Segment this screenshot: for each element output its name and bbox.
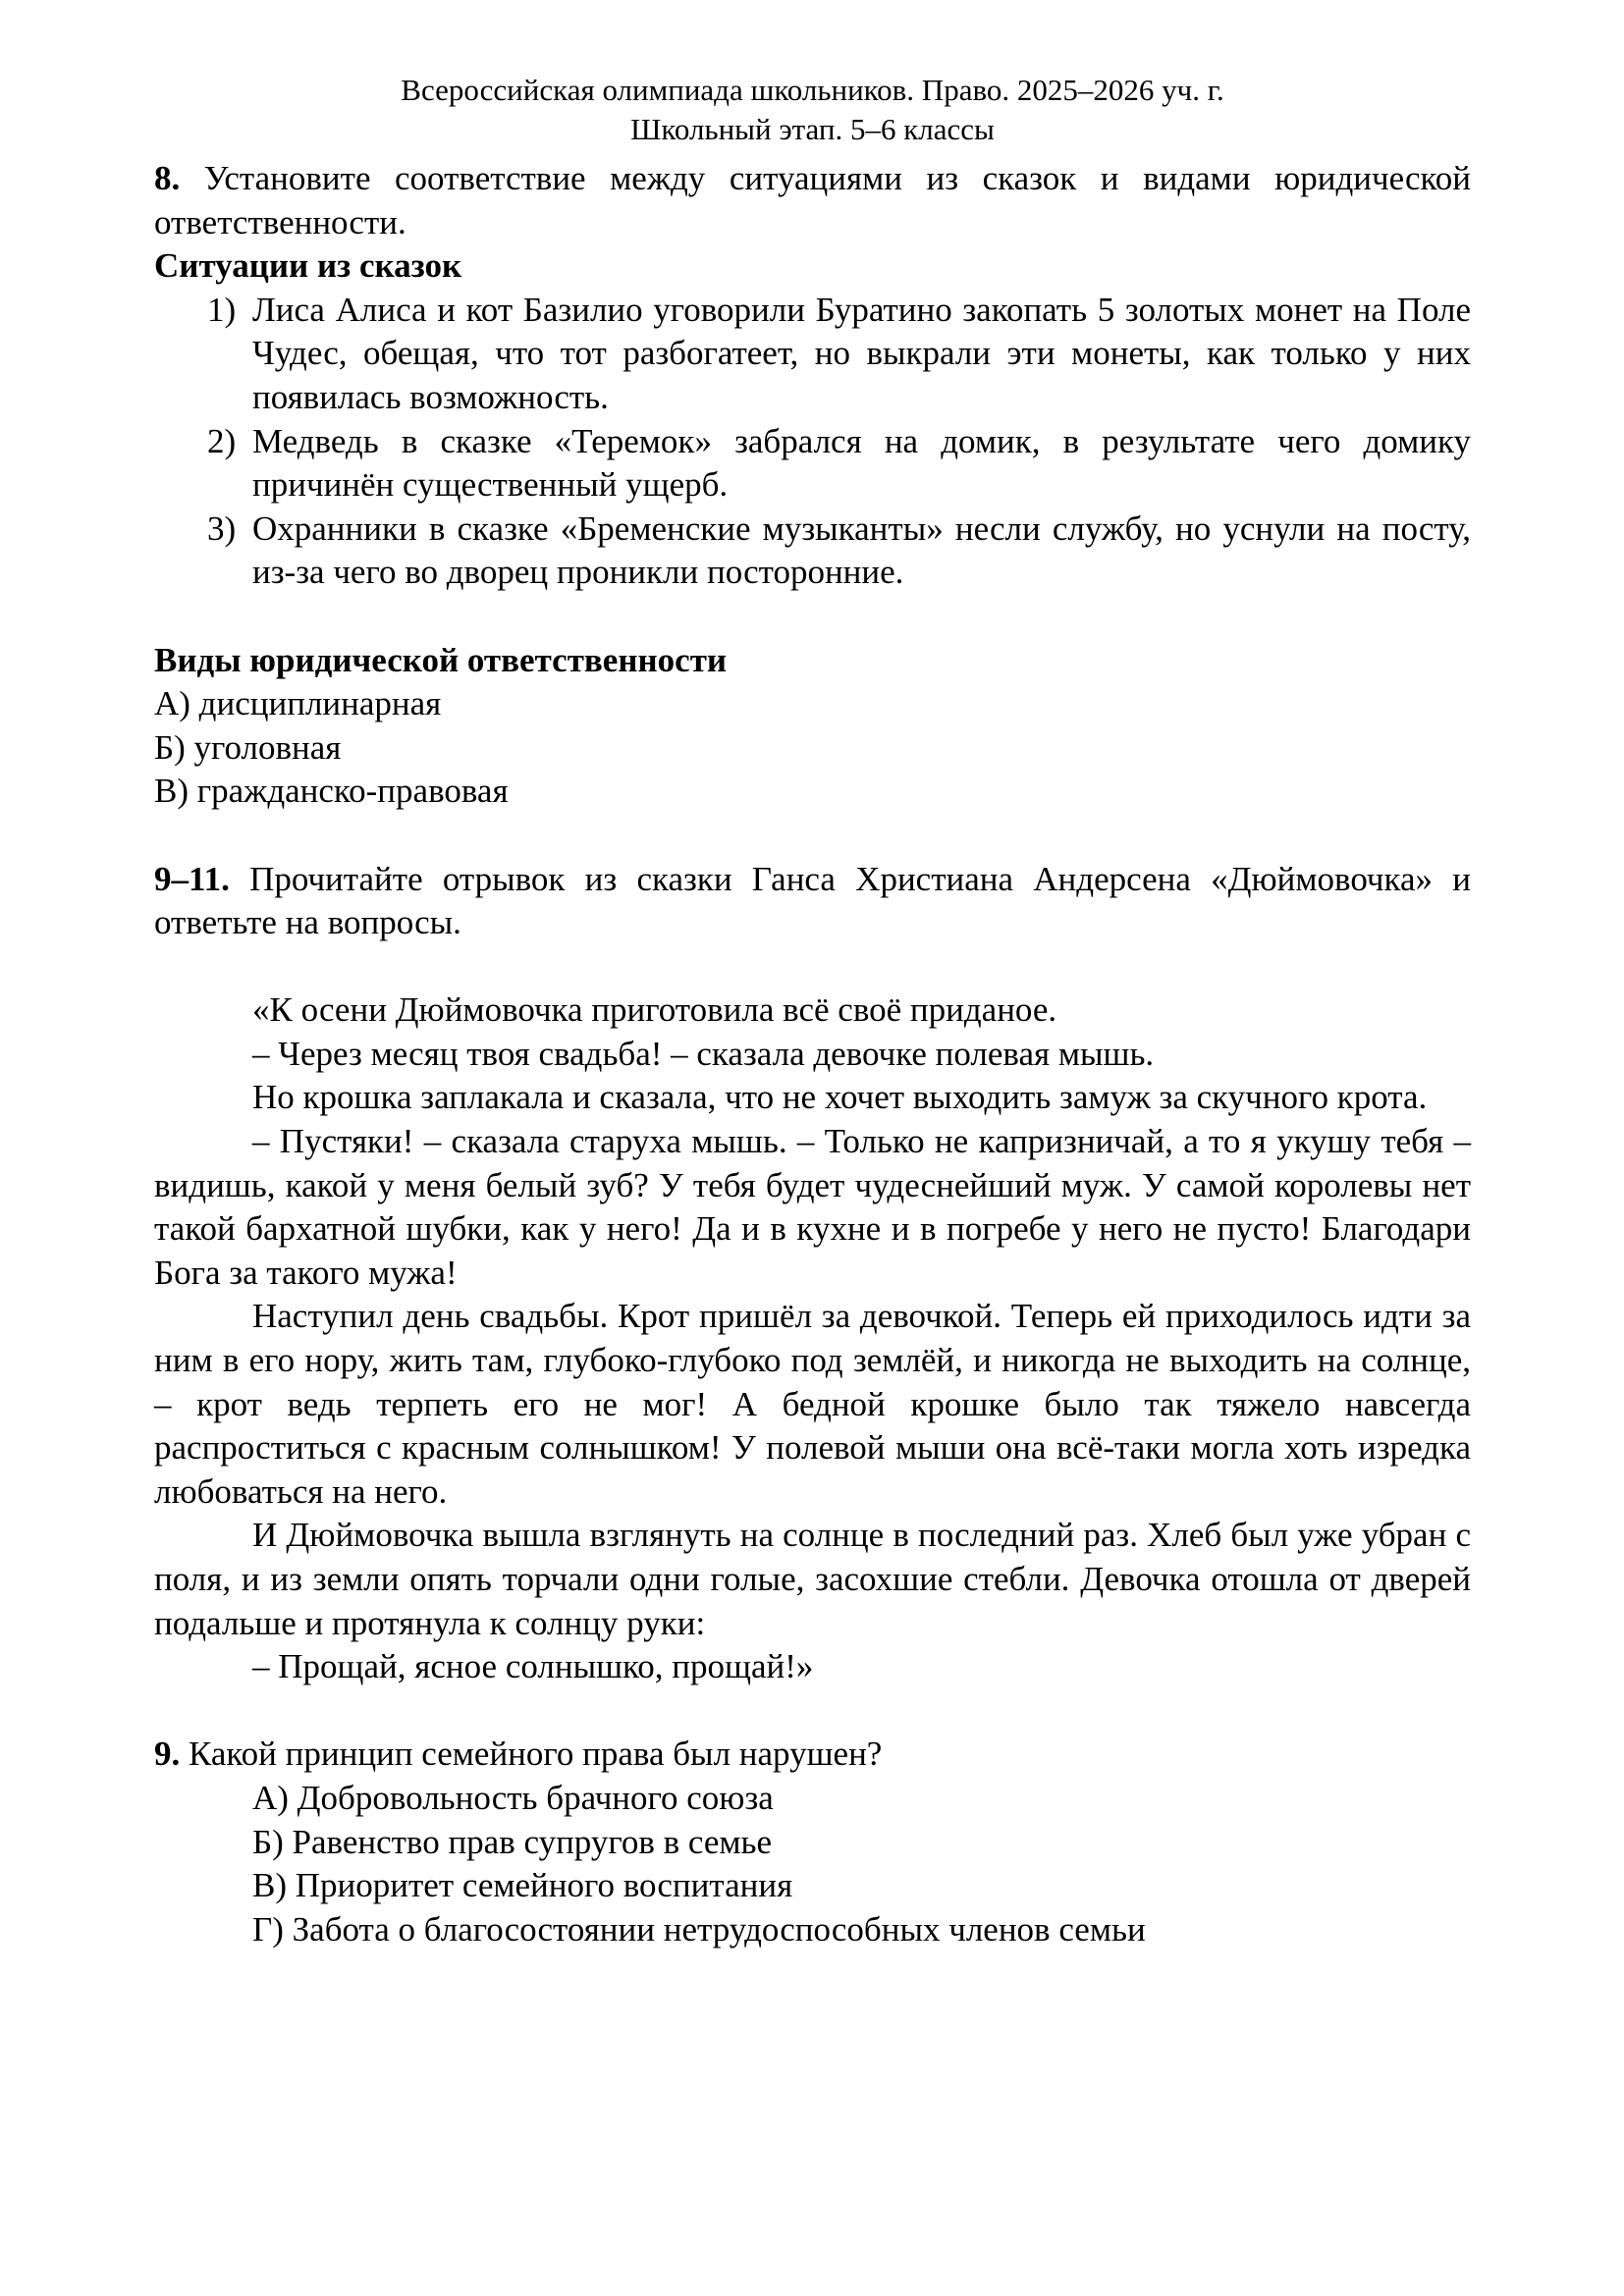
- situation-item: [154, 507, 1471, 595]
- situation-number: 3): [207, 508, 237, 548]
- excerpt-paragraph: – Прощай, ясное солнышко, прощай!»: [252, 1647, 814, 1686]
- situation-number: 1): [207, 290, 237, 329]
- situation-text: Медведь в сказке «Теремок» забрался на домик, в результате чего домику причинён существенный ущерб.: [252, 421, 1471, 505]
- question-9-options: [154, 1777, 1471, 1951]
- excerpt-paragraph: И Дюймовочка вышла взглянуть на солнце в последний раз. Хлеб был уже убран с поля, и из земли опять торчали одни голые, засохшие стебли. Девочка отошла от дверей подальше и протянула к солнцу руки:: [154, 1516, 1471, 1642]
- spacer: [154, 945, 1471, 989]
- situation-item: [154, 289, 1471, 420]
- task-9-11-prompt: [154, 858, 1471, 945]
- question-9: [154, 1733, 1471, 1951]
- liability-kinds-heading: Виды юридической ответственности: [154, 640, 728, 679]
- excerpt-paragraph: – Через месяц твоя свадьба! – сказала девочке полевая мышь.: [252, 1034, 1155, 1073]
- page-header: [154, 71, 1471, 149]
- task-8: [154, 157, 1471, 814]
- spacer: [154, 1689, 1471, 1734]
- liability-kind-item: А) дисциплинарная: [154, 684, 442, 723]
- excerpt-paragraph: Но крошка заплакала и сказала, что не хочет выходить замуж за скучного крота.: [252, 1078, 1428, 1117]
- situations-heading: Ситуации из сказок: [154, 246, 462, 286]
- situation-text: Лиса Алиса и кот Базилио уговорили Буратино закопать 5 золотых монет на Поле Чудес, обещая, что тот разбогатеет, но выкрали эти монеты, как только у них появилась возможность.: [252, 290, 1471, 416]
- task-8-text: Установите соответствие между ситуациями из сказок и видами юридической ответственности.: [154, 159, 1472, 241]
- question-9-text: Какой принцип семейного права был нарушен?: [189, 1735, 883, 1774]
- answer-option: А) Добровольность брачного союза: [252, 1778, 774, 1817]
- liability-kind-item: В) гражданско-правовая: [154, 772, 509, 811]
- answer-option: Б) Равенство прав супругов в семье: [252, 1822, 773, 1861]
- task-8-prompt: [154, 157, 1471, 244]
- situation-number: 2): [207, 421, 237, 460]
- excerpt-paragraph: Наступил день свадьбы. Крот пришёл за девочкой. Теперь ей приходилось идти за ним в его нору, жить там, глубоко-глубоко под землёй, и никогда не выходить на солнце, – крот ведь терпеть его не мог! А бедной крошке было так тяжело навсегда распроститься с красным солнышком! У полевой мыши она всё-таки могла хоть изредка любоваться на него.: [154, 1297, 1471, 1511]
- document-page: [154, 71, 1471, 1951]
- excerpt-paragraph: «К осени Дюймовочка приготовила всё своё приданое.: [252, 990, 1057, 1030]
- task-9-11-text: Прочитайте отрывок из сказки Ганса Христиана Андерсена «Дюймовочка» и ответьте на вопросы.: [154, 859, 1471, 942]
- answer-option: Г) Забота о благосостоянии нетрудоспособных членов семьи: [252, 1909, 1146, 1949]
- liability-kinds-list: [154, 682, 1471, 814]
- fairy-tale-excerpt: [154, 988, 1471, 1689]
- question-9-prompt: [154, 1733, 1471, 1777]
- answer-option: В) Приоритет семейного воспитания: [252, 1866, 793, 1905]
- task-9-11: [154, 858, 1471, 1689]
- question-9-number: 9.: [154, 1735, 181, 1774]
- situation-text: Охранники в сказке «Бременские музыканты» несли службу, но уснули на посту, из-за чего во дворец проникли посторонние.: [252, 508, 1471, 592]
- spacer: [154, 814, 1471, 858]
- situation-item: [154, 420, 1471, 507]
- situations-list: [154, 289, 1471, 595]
- excerpt-paragraph: – Пустяки! – сказала старуха мышь. – Только не капризничай, а то я укушу тебя – видишь, какой у меня белый зуб? У тебя будет чудеснейший муж. У самой королевы нет такой бархатной шубки, как у него! Да и в кухне и в погребе у него не пусто! Благодари Бога за такого мужа!: [154, 1122, 1471, 1292]
- task-8-number: 8.: [154, 159, 181, 197]
- liability-kind-item: Б) уголовная: [154, 727, 342, 767]
- spacer: [154, 595, 1471, 639]
- header-stage: Школьный этап. 5–6 классы: [630, 112, 995, 146]
- header-olympiad-title: Всероссийская олимпиада школьников. Право. 2025–2026 уч. г.: [401, 73, 1224, 107]
- task-9-11-number: 9–11.: [154, 859, 230, 898]
